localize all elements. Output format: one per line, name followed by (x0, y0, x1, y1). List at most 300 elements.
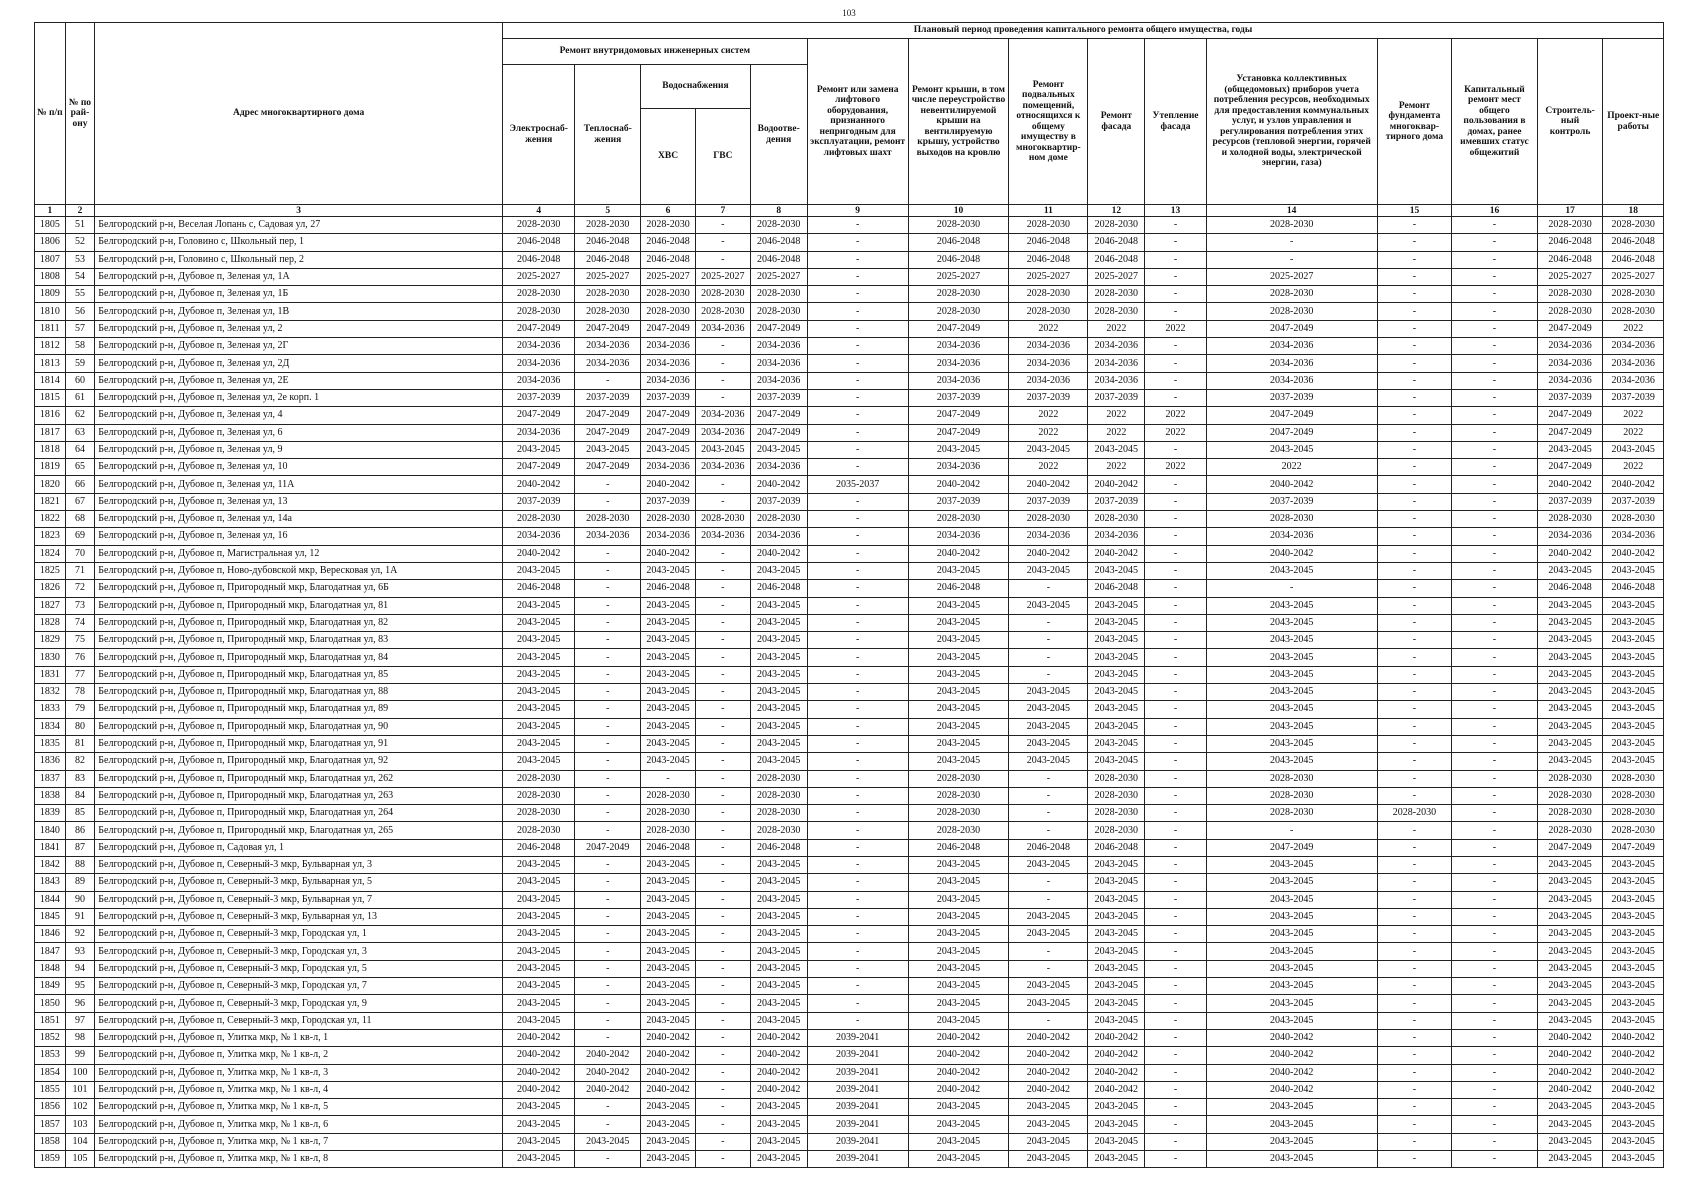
table-cell: 2028-2030 (1206, 770, 1377, 787)
table-cell: 2043-2045 (1603, 1133, 1664, 1150)
table-cell: - (1145, 805, 1206, 822)
table-cell: 2043-2045 (1603, 441, 1664, 458)
table-cell: 2043-2045 (1537, 597, 1603, 614)
table-cell: 2043-2045 (908, 1099, 1009, 1116)
table-cell: 2043-2045 (1206, 753, 1377, 770)
table-cell: - (1145, 701, 1206, 718)
table-cell: 2043-2045 (1206, 632, 1377, 649)
table-cell: - (1377, 770, 1452, 787)
table-cell: 101 (65, 1081, 95, 1098)
table-cell: 2043-2045 (1206, 978, 1377, 995)
table-cell: 105 (65, 1151, 95, 1168)
table-cell: 2040-2042 (1206, 476, 1377, 493)
header-insulation: Утепление фасада (1145, 39, 1206, 205)
table-cell: - (575, 908, 641, 925)
table-cell: 2046-2048 (1088, 580, 1145, 597)
table-cell: 2043-2045 (908, 597, 1009, 614)
table-cell: - (807, 978, 908, 995)
table-cell: - (807, 718, 908, 735)
table-cell: 2037-2039 (1088, 493, 1145, 510)
table-cell: - (1145, 217, 1206, 234)
column-number: 7 (695, 205, 750, 217)
table-cell: 2025-2027 (695, 268, 750, 285)
table-cell: - (1145, 1029, 1206, 1046)
table-cell: 1851 (35, 1012, 66, 1029)
table-cell: 2034-2036 (575, 355, 641, 372)
table-cell: - (807, 908, 908, 925)
table-cell: 84 (65, 787, 95, 804)
table-cell: 2043-2045 (641, 441, 696, 458)
table-cell: - (575, 545, 641, 562)
table-cell: - (1452, 1047, 1537, 1064)
table-cell: - (575, 735, 641, 752)
table-cell: 79 (65, 701, 95, 718)
address-cell: Белгородский р-н, Дубовое п, Улитка мкр, № 1 кв-л, 3 (95, 1064, 503, 1081)
address-cell: Белгородский р-н, Дубовое п, Пригородный мкр, Благодатная ул, 82 (95, 614, 503, 631)
table-cell: 2043-2045 (750, 753, 807, 770)
table-cell: 2043-2045 (750, 995, 807, 1012)
table-cell: 2046-2048 (1009, 234, 1088, 251)
table-cell: 2043-2045 (908, 562, 1009, 579)
table-cell: - (807, 251, 908, 268)
table-cell: 75 (65, 632, 95, 649)
table-cell: - (1145, 493, 1206, 510)
table-cell: - (1452, 476, 1537, 493)
table-cell: 2028-2030 (1088, 286, 1145, 303)
table-cell: 2028-2030 (750, 787, 807, 804)
table-cell: 1856 (35, 1099, 66, 1116)
table-cell: 2046-2048 (503, 839, 575, 856)
table-cell: - (1452, 1081, 1537, 1098)
table-cell: 2034-2036 (908, 459, 1009, 476)
table-cell: 2043-2045 (641, 649, 696, 666)
table-cell: 2043-2045 (1088, 649, 1145, 666)
table-cell: 99 (65, 1047, 95, 1064)
table-cell: 2028-2030 (1009, 217, 1088, 234)
table-cell: 2043-2045 (908, 649, 1009, 666)
table-cell: - (1145, 580, 1206, 597)
table-row (35, 234, 1664, 251)
table-cell: 2043-2045 (1206, 874, 1377, 891)
table-cell: - (1377, 372, 1452, 389)
table-cell: - (1145, 787, 1206, 804)
table-cell: - (695, 1099, 750, 1116)
table-cell: 2028-2030 (1088, 303, 1145, 320)
address-cell: Белгородский р-н, Дубовое п, Зеленая ул, 2Е (95, 372, 503, 389)
table-row (35, 303, 1664, 320)
table-cell: 2040-2042 (750, 1047, 807, 1064)
table-cell: 2028-2030 (750, 805, 807, 822)
address-cell: Белгородский р-н, Дубовое п, Зеленая ул, 1В (95, 303, 503, 320)
table-cell: 2043-2045 (641, 735, 696, 752)
table-cell: 2043-2045 (503, 701, 575, 718)
table-cell: 2040-2042 (1537, 1081, 1603, 1098)
table-cell: 103 (65, 1116, 95, 1133)
table-cell: 2046-2048 (1537, 234, 1603, 251)
table-cell: 61 (65, 389, 95, 406)
table-cell: - (695, 666, 750, 683)
address-cell: Белгородский р-н, Дубовое п, Северный-3 мкр, Бульварная ул, 5 (95, 874, 503, 891)
table-cell: 2028-2030 (908, 511, 1009, 528)
table-cell: 2043-2045 (1206, 1116, 1377, 1133)
table-cell: 1855 (35, 1081, 66, 1098)
table-cell: 2025-2027 (1009, 268, 1088, 285)
table-cell: 2043-2045 (1206, 441, 1377, 458)
table-cell: 2034-2036 (503, 338, 575, 355)
table-cell: 1825 (35, 562, 66, 579)
table-cell: - (1145, 1116, 1206, 1133)
table-cell: - (1377, 217, 1452, 234)
table-cell: 2028-2030 (575, 286, 641, 303)
table-cell: 2043-2045 (1537, 701, 1603, 718)
table-cell: 2043-2045 (750, 632, 807, 649)
table-cell: 2040-2042 (575, 1081, 641, 1098)
table-cell: 81 (65, 735, 95, 752)
table-cell: 2043-2045 (575, 441, 641, 458)
table-cell: - (575, 1099, 641, 1116)
table-cell: 2046-2048 (1537, 251, 1603, 268)
header-district-n: № по рай-ону (65, 23, 95, 205)
table-cell: - (807, 995, 908, 1012)
table-cell: - (807, 580, 908, 597)
table-cell: - (807, 303, 908, 320)
table-cell: - (1452, 614, 1537, 631)
table-cell: 2043-2045 (1603, 718, 1664, 735)
table-cell: 2047-2049 (575, 424, 641, 441)
table-cell: 2043-2045 (750, 1099, 807, 1116)
table-cell: - (575, 649, 641, 666)
table-cell: - (1145, 268, 1206, 285)
table-cell: 2046-2048 (641, 251, 696, 268)
table-cell: 72 (65, 580, 95, 597)
table-cell: 2047-2049 (503, 407, 575, 424)
table-cell: 2037-2039 (1603, 389, 1664, 406)
table-cell: - (807, 735, 908, 752)
table-cell: 2043-2045 (1088, 995, 1145, 1012)
table-cell: - (695, 684, 750, 701)
address-cell: Белгородский р-н, Дубовое п, Северный-3 мкр, Бульварная ул, 7 (95, 891, 503, 908)
table-cell: 2043-2045 (1603, 649, 1664, 666)
address-cell: Белгородский р-н, Дубовое п, Северный-3 мкр, Городская ул, 3 (95, 943, 503, 960)
header-gvs: ГВС (695, 109, 750, 205)
table-cell: 2043-2045 (575, 1133, 641, 1150)
table-cell: - (1145, 251, 1206, 268)
address-cell: Белгородский р-н, Дубовое п, Пригородный мкр, Благодатная ул, 92 (95, 753, 503, 770)
table-cell: 1808 (35, 268, 66, 285)
table-cell: 2047-2049 (1603, 839, 1664, 856)
table-cell: 2043-2045 (1537, 684, 1603, 701)
table-cell: 2046-2048 (575, 234, 641, 251)
table-row (35, 1081, 1664, 1098)
column-number: 9 (807, 205, 908, 217)
header-roof: Ремонт крыши, в том числе переустройство невентилируемой крыши на вентилируемую крышу, устройство выходов на кровлю (908, 39, 1009, 205)
table-cell: - (1377, 1012, 1452, 1029)
table-cell: 2043-2045 (908, 891, 1009, 908)
table-cell: 1833 (35, 701, 66, 718)
table-cell: - (575, 597, 641, 614)
table-cell: 2047-2049 (1537, 459, 1603, 476)
address-cell: Белгородский р-н, Дубовое п, Северный-3 мкр, Бульварная ул, 3 (95, 856, 503, 873)
table-cell: 2047-2049 (641, 407, 696, 424)
table-cell: - (807, 493, 908, 510)
table-cell: 2047-2049 (1537, 320, 1603, 337)
table-cell: - (1452, 338, 1537, 355)
table-cell: - (1377, 528, 1452, 545)
table-cell: 2043-2045 (1088, 632, 1145, 649)
table-cell: 2043-2045 (1206, 856, 1377, 873)
table-cell: 2043-2045 (641, 753, 696, 770)
table-cell: 2046-2048 (503, 234, 575, 251)
table-cell: 2043-2045 (750, 1012, 807, 1029)
table-cell: 2034-2036 (1603, 372, 1664, 389)
table-cell: 2028-2030 (1603, 303, 1664, 320)
table-cell: 2040-2042 (1088, 1047, 1145, 1064)
table-cell: - (1145, 995, 1206, 1012)
table-cell: - (1145, 908, 1206, 925)
table-cell: 2034-2036 (575, 338, 641, 355)
capital-repair-schedule-table (34, 22, 1664, 1168)
table-cell: 2037-2039 (1088, 389, 1145, 406)
table-cell: - (1009, 891, 1088, 908)
column-numbers-row (35, 205, 1664, 217)
table-cell: 52 (65, 234, 95, 251)
table-cell: 1831 (35, 666, 66, 683)
table-cell: 2043-2045 (750, 735, 807, 752)
table-cell: 2028-2030 (750, 822, 807, 839)
table-cell: 2043-2045 (1206, 1099, 1377, 1116)
table-cell: - (1377, 476, 1452, 493)
table-cell: - (1145, 614, 1206, 631)
table-cell: 2043-2045 (750, 649, 807, 666)
table-cell: 2028-2030 (695, 286, 750, 303)
table-row (35, 338, 1664, 355)
table-cell: - (575, 614, 641, 631)
table-cell: 53 (65, 251, 95, 268)
table-cell: - (695, 805, 750, 822)
table-cell: - (1452, 372, 1537, 389)
table-cell: 2043-2045 (1088, 978, 1145, 995)
table-cell: - (1206, 251, 1377, 268)
table-cell: 2040-2042 (1088, 1081, 1145, 1098)
column-number: 11 (1009, 205, 1088, 217)
table-cell: 2043-2045 (1603, 614, 1664, 631)
table-cell: 2028-2030 (1377, 805, 1452, 822)
table-cell: - (1452, 701, 1537, 718)
table-cell: 2028-2030 (575, 511, 641, 528)
table-cell: 2043-2045 (503, 960, 575, 977)
table-cell: 1819 (35, 459, 66, 476)
table-cell: - (1452, 666, 1537, 683)
table-cell: - (1377, 493, 1452, 510)
table-cell: - (1145, 528, 1206, 545)
table-cell: 74 (65, 614, 95, 631)
table-cell: - (807, 389, 908, 406)
table-cell: - (807, 441, 908, 458)
table-cell: 2043-2045 (503, 891, 575, 908)
table-cell: - (1452, 234, 1537, 251)
table-cell: 2028-2030 (1603, 511, 1664, 528)
table-cell: - (1009, 649, 1088, 666)
table-cell: 2034-2036 (641, 372, 696, 389)
table-cell: - (807, 822, 908, 839)
table-cell: - (1009, 666, 1088, 683)
table-cell: - (1377, 684, 1452, 701)
table-cell: 2043-2045 (641, 701, 696, 718)
table-cell: - (575, 1116, 641, 1133)
table-cell: 2043-2045 (641, 1151, 696, 1168)
table-cell: - (1452, 459, 1537, 476)
table-cell: 2043-2045 (1537, 1099, 1603, 1116)
table-cell: 2040-2042 (1537, 1064, 1603, 1081)
table-cell: - (695, 960, 750, 977)
table-cell: - (1377, 874, 1452, 891)
table-cell: 2043-2045 (1537, 441, 1603, 458)
table-cell: 2043-2045 (750, 856, 807, 873)
table-cell: 2034-2036 (1603, 528, 1664, 545)
table-cell: - (1452, 528, 1537, 545)
table-cell: - (1377, 268, 1452, 285)
table-cell: 2039-2041 (807, 1099, 908, 1116)
table-cell: 2028-2030 (1537, 770, 1603, 787)
table-cell: 2046-2048 (908, 839, 1009, 856)
table-cell: - (807, 320, 908, 337)
table-cell: - (1377, 441, 1452, 458)
table-cell: - (1145, 632, 1206, 649)
table-cell: 2028-2030 (1009, 511, 1088, 528)
table-cell: 68 (65, 511, 95, 528)
table-cell: - (1452, 424, 1537, 441)
table-cell: 2040-2042 (641, 1081, 696, 1098)
table-row (35, 562, 1664, 579)
table-cell: 2043-2045 (1206, 597, 1377, 614)
table-cell: - (807, 632, 908, 649)
table-cell: 51 (65, 217, 95, 234)
table-cell: 2040-2042 (503, 1081, 575, 1098)
table-cell: - (575, 805, 641, 822)
table-cell: 86 (65, 822, 95, 839)
table-cell: 2043-2045 (1009, 735, 1088, 752)
table-cell: 2043-2045 (908, 856, 1009, 873)
table-cell: - (807, 943, 908, 960)
table-cell: 2028-2030 (1537, 303, 1603, 320)
table-cell: - (807, 787, 908, 804)
table-row (35, 424, 1664, 441)
table-cell: 2043-2045 (1088, 1012, 1145, 1029)
column-number: 10 (908, 205, 1009, 217)
table-cell: 2034-2036 (1009, 355, 1088, 372)
table-cell: 2047-2049 (750, 407, 807, 424)
table-cell: 2047-2049 (750, 424, 807, 441)
column-number: 13 (1145, 205, 1206, 217)
table-cell: - (1452, 545, 1537, 562)
address-cell: Белгородский р-н, Дубовое п, Зеленая ул, 4 (95, 407, 503, 424)
table-cell: - (575, 1029, 641, 1046)
table-cell: - (1377, 960, 1452, 977)
table-cell: 2034-2036 (1537, 338, 1603, 355)
table-cell: 2047-2049 (1537, 407, 1603, 424)
column-number: 1 (35, 205, 66, 217)
table-cell: 2043-2045 (1206, 908, 1377, 925)
table-cell: - (1145, 649, 1206, 666)
table-cell: 2043-2045 (1088, 1151, 1145, 1168)
table-row (35, 735, 1664, 752)
table-cell: 88 (65, 856, 95, 873)
table-cell: 2022 (1009, 459, 1088, 476)
table-cell: 1822 (35, 511, 66, 528)
table-cell: - (1452, 286, 1537, 303)
table-cell: 2022 (1603, 320, 1664, 337)
table-cell: 2022 (1088, 424, 1145, 441)
table-cell: - (1377, 614, 1452, 631)
table-cell: - (575, 632, 641, 649)
table-cell: 2047-2049 (908, 320, 1009, 337)
table-cell: 2043-2045 (750, 614, 807, 631)
table-cell: 2043-2045 (908, 908, 1009, 925)
table-cell: 2040-2042 (1088, 476, 1145, 493)
table-cell: 2046-2048 (641, 580, 696, 597)
header-water-supply: Водоснабжения (641, 65, 751, 109)
table-cell: 2043-2045 (503, 632, 575, 649)
table-cell: 2047-2049 (1206, 839, 1377, 856)
table-cell: 2039-2041 (807, 1116, 908, 1133)
table-cell: 1828 (35, 614, 66, 631)
table-cell: - (1009, 787, 1088, 804)
table-row (35, 770, 1664, 787)
table-cell: 2040-2042 (641, 476, 696, 493)
table-cell: 2043-2045 (503, 874, 575, 891)
table-cell: 2040-2042 (1009, 1064, 1088, 1081)
table-body (35, 205, 1664, 1168)
table-cell: 2047-2049 (1537, 424, 1603, 441)
table-cell: - (1377, 649, 1452, 666)
table-cell: - (807, 701, 908, 718)
table-cell: 2043-2045 (1603, 632, 1664, 649)
table-cell: 2043-2045 (1206, 1151, 1377, 1168)
table-cell: - (575, 978, 641, 995)
address-cell: Белгородский р-н, Дубовое п, Улитка мкр, № 1 кв-л, 7 (95, 1133, 503, 1150)
table-cell: 2040-2042 (750, 1064, 807, 1081)
table-cell: 2047-2049 (575, 839, 641, 856)
table-cell: - (807, 338, 908, 355)
table-cell: 2043-2045 (503, 441, 575, 458)
table-cell: - (807, 649, 908, 666)
table-cell: 2034-2036 (908, 355, 1009, 372)
table-cell: - (695, 217, 750, 234)
table-cell: - (1377, 787, 1452, 804)
header-elevator: Ремонт или замена лифтового оборудования, признанного непригодным для эксплуатации, ремонт лифтовых шахт (807, 39, 908, 205)
table-cell: 2043-2045 (1088, 856, 1145, 873)
table-cell: 2037-2039 (1206, 389, 1377, 406)
table-cell: 2034-2036 (750, 338, 807, 355)
column-number: 5 (575, 205, 641, 217)
table-cell: 87 (65, 839, 95, 856)
table-cell: 83 (65, 770, 95, 787)
table-cell: - (695, 562, 750, 579)
table-cell: - (695, 1081, 750, 1098)
table-cell: - (695, 995, 750, 1012)
table-cell: - (575, 562, 641, 579)
table-cell: - (807, 459, 908, 476)
table-cell: 2028-2030 (908, 822, 1009, 839)
table-cell: - (1145, 1047, 1206, 1064)
table-cell: - (575, 874, 641, 891)
table-cell: 94 (65, 960, 95, 977)
address-cell: Белгородский р-н, Головино с, Школьный пер, 1 (95, 234, 503, 251)
table-row (35, 268, 1664, 285)
table-cell: 2043-2045 (1603, 874, 1664, 891)
table-cell: 2040-2042 (750, 1081, 807, 1098)
table-cell: - (1145, 1151, 1206, 1168)
